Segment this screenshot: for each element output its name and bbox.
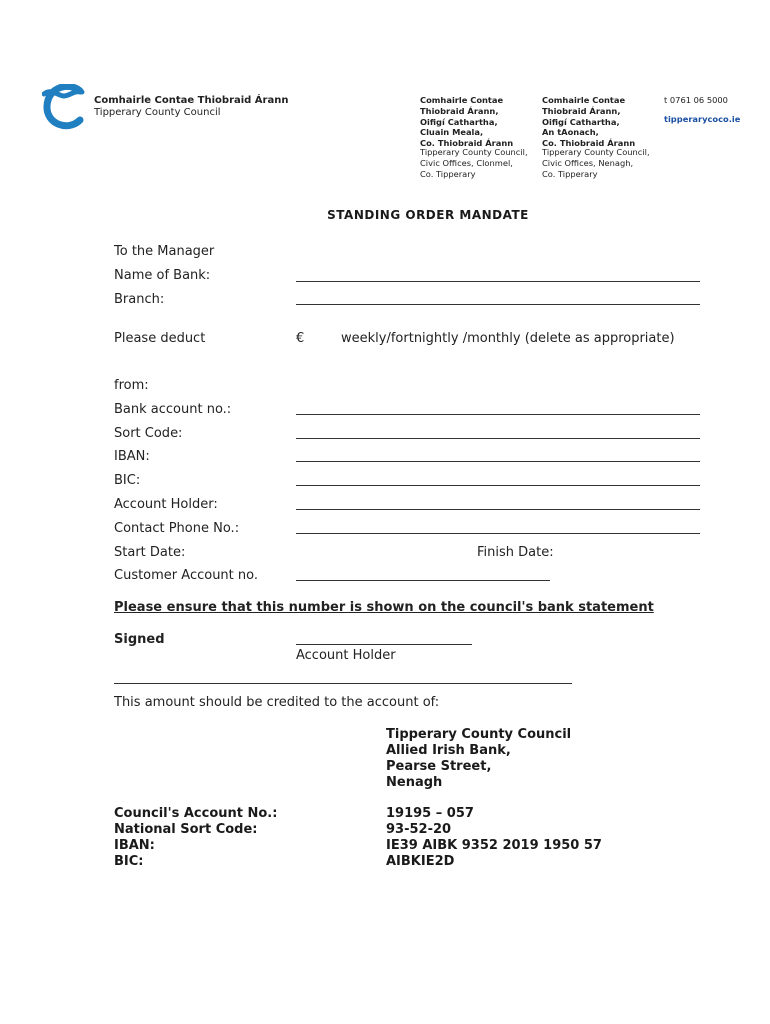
notice-text: Please ensure that this number is shown on the council's bank statement [114, 600, 654, 615]
signature-field[interactable] [296, 644, 472, 645]
branch-label: Branch: [114, 292, 165, 307]
credit-text: This amount should be credited to the account of: [114, 695, 440, 710]
payee-town: Nenagh [386, 775, 443, 790]
branch-field[interactable] [296, 304, 700, 305]
payee-name: Tipperary County Council [386, 727, 572, 742]
customer-account-label: Customer Account no. [114, 568, 258, 583]
euro-symbol: € [296, 331, 305, 346]
signed-label: Signed [114, 632, 165, 647]
bank-name-label: Name of Bank: [114, 268, 211, 283]
address-nenagh-english: Tipperary County Council, Civic Offices, Nenagh, Co. Tipperary [542, 147, 650, 179]
form-title: STANDING ORDER MANDATE [327, 208, 529, 222]
contact-phone-field[interactable] [296, 533, 700, 534]
national-sort-code-label: National Sort Code: [114, 822, 258, 837]
frequency-text: weekly/fortnightly /monthly (delete as appropriate) [341, 331, 675, 346]
divider-line [114, 683, 572, 684]
payee-bic-label: BIC: [114, 854, 144, 869]
website-link[interactable]: tipperarycoco.ie [664, 114, 741, 124]
to-manager-label: To the Manager [114, 244, 215, 259]
contact-phone-label: Contact Phone No.: [114, 521, 240, 536]
phone-number: t 0761 06 5000 [664, 95, 728, 105]
national-sort-code-value: 93-52-20 [386, 822, 452, 837]
bank-account-label: Bank account no.: [114, 402, 232, 417]
org-name-english: Tipperary County Council [94, 107, 221, 118]
start-date-label: Start Date: [114, 545, 186, 560]
from-label: from: [114, 378, 149, 393]
bic-field[interactable] [296, 485, 700, 486]
signed-caption: Account Holder [296, 648, 396, 663]
org-name-irish: Comhairle Contae Thiobraid Árann [94, 95, 289, 106]
payee-iban-label: IBAN: [114, 838, 155, 853]
customer-account-field[interactable] [296, 580, 550, 581]
address-clonmel-english: Tipperary County Council, Civic Offices, Clonmel, Co. Tipperary [420, 147, 528, 179]
account-holder-label: Account Holder: [114, 497, 218, 512]
payee-street: Pearse Street, [386, 759, 492, 774]
account-holder-field[interactable] [296, 509, 700, 510]
sort-code-field[interactable] [296, 438, 700, 439]
please-deduct-label: Please deduct [114, 331, 206, 346]
finish-date-label: Finish Date: [477, 545, 554, 560]
sort-code-label: Sort Code: [114, 426, 183, 441]
payee-bank: Allied Irish Bank, [386, 743, 511, 758]
bic-label: BIC: [114, 473, 141, 488]
council-account-value: 19195 – 057 [386, 806, 474, 821]
payee-bic-value: AIBKIE2D [386, 854, 455, 869]
council-logo-icon [42, 84, 90, 130]
iban-label: IBAN: [114, 449, 150, 464]
iban-field[interactable] [296, 461, 700, 462]
bank-name-field[interactable] [296, 281, 700, 282]
address-clonmel-irish: Comhairle Contae Thiobraid Árann, Oifigí Cathartha, Cluain Meala, Co. Thiobraid Árann [420, 95, 514, 149]
council-account-label: Council's Account No.: [114, 806, 278, 821]
payee-iban-value: IE39 AIBK 9352 2019 1950 57 [386, 838, 602, 853]
address-nenagh-irish: Comhairle Contae Thiobraid Árann, Oifigí Cathartha, An tAonach, Co. Thiobraid Árann [542, 95, 636, 149]
bank-account-field[interactable] [296, 414, 700, 415]
